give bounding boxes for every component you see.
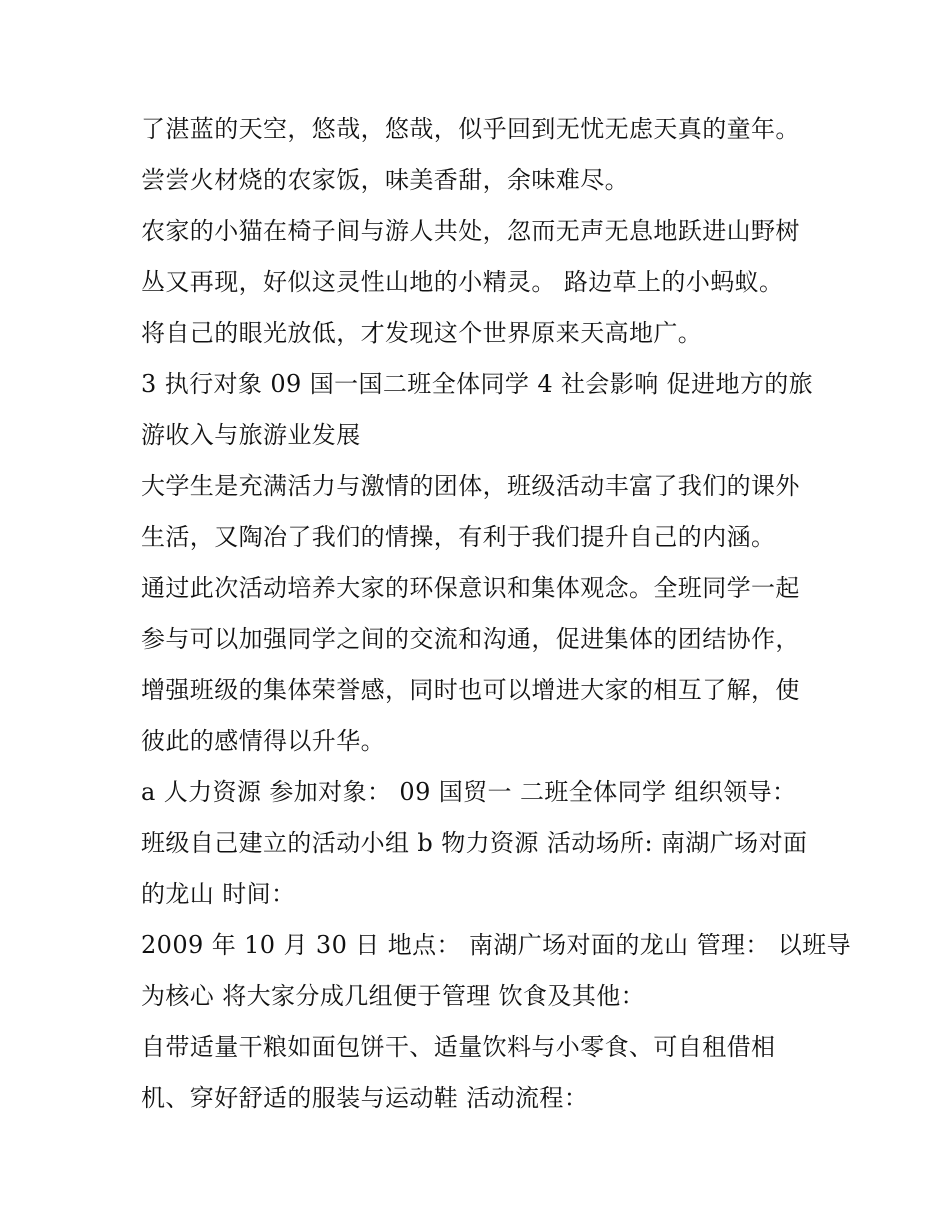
text-line: 尝尝火材烧的农家饭，味美香甜，余味难尽。 [141, 166, 629, 194]
text-line: a 人力资源 参加对象： 09 国贸一 二班全体同学 组织领导： [141, 778, 797, 806]
text-line: 生活，又陶冶了我们的情操，有利于我们提升自己的内涵。 [141, 523, 776, 551]
text-line: 班级自己建立的活动小组 b 物力资源 活动场所: 南湖广场对面 [141, 829, 808, 857]
text-line: 丛又再现，好似这灵性山地的小精灵。 路边草上的小蚂蚁。 [141, 268, 784, 296]
text-line: 了湛蓝的天空，悠哉，悠哉，似乎回到无忧无虑天真的童年。 [141, 115, 800, 143]
text-line: 通过此次活动培养大家的环保意识和集体观念。全班同学一起 [141, 574, 800, 602]
text-line: 3 执行对象 09 国一国二班全体同学 4 社会影响 促进地方的旅 [141, 370, 814, 398]
text-line: 自带适量干粮如面包饼干、适量饮料与小零食、可自租借相 [141, 1033, 776, 1061]
text-line: 为核心 将大家分成几组便于管理 饮食及其他： [141, 982, 646, 1010]
text-line: 彼此的感情得以升华。 [141, 727, 385, 755]
text-line: 农家的小猫在椅子间与游人共处，忽而无声无息地跃进山野树 [141, 217, 800, 245]
text-line: 机、穿好舒适的服装与运动鞋 活动流程： [141, 1084, 589, 1112]
text-line: 2009 年 10 月 30 日 地点： 南湖广场对面的龙山 管理： 以班导 [141, 931, 852, 959]
text-line: 将自己的眼光放低，才发现这个世界原来天高地广。 [141, 319, 703, 347]
text-line: 参与可以加强同学之间的交流和沟通，促进集体的团结协作， [141, 625, 800, 653]
text-line: 大学生是充满活力与激情的团体，班级活动丰富了我们的课外 [141, 472, 800, 500]
document-body [141, 104, 852, 1124]
text-line: 增强班级的集体荣誉感，同时也可以增进大家的相互了解，使 [141, 676, 800, 704]
text-line: 游收入与旅游业发展 [141, 421, 361, 449]
text-line: 的龙山 时间： [141, 880, 296, 908]
